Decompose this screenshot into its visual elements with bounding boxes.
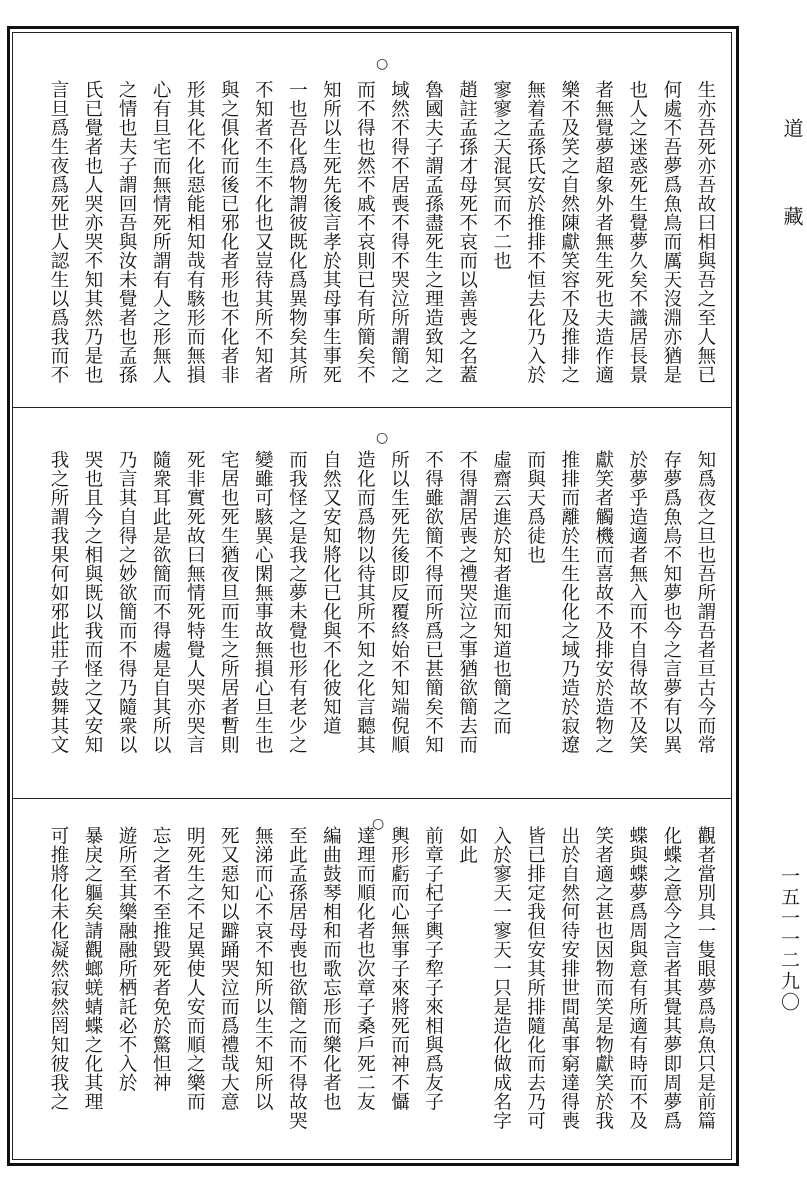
text-column: 而與天爲徒也: [524, 450, 546, 564]
text-column: 隨衆耳此是欲簡而不得處是自其所以: [150, 450, 172, 754]
text-column: 輿形虧而心無事子來將死而神不懾: [388, 826, 410, 1111]
text-column: 自然又安知將化已化與不化彼知道: [320, 450, 342, 735]
text-column: 域然不得不居喪不得不哭泣所謂簡之: [388, 80, 410, 384]
text-column: 前章子杞子輿子犂子來相與爲友子: [422, 826, 444, 1111]
text-column: 何處不吾夢爲魚鳥而厲天沒淵亦猶是: [660, 80, 682, 384]
text-column: 不得謂居喪之禮哭泣之事猶欲簡去而: [456, 450, 478, 754]
text-column: 笑者適之甚也因物而笑是物獻笑於我: [592, 826, 614, 1130]
text-column: 不知者不生不化也又豈待其所不知者: [252, 80, 274, 384]
text-column: 出於自然何待安排世間萬事窮達得喪: [558, 826, 580, 1130]
text-column: 所以生死先後即反覆終始不知端倪順: [388, 450, 410, 754]
text-column: 氏已覺者也人哭亦哭不知其然乃是也: [82, 80, 104, 384]
text-column: 存夢爲魚鳥不知夢也今之言夢有以異: [660, 450, 682, 754]
text-column: 乃言其自得之妙欲簡而不得乃隨衆以: [116, 450, 138, 754]
register-top: [46, 80, 718, 402]
text-column: 一也吾化爲物謂彼既化爲異物矣其所: [286, 80, 308, 384]
text-column: 心有旦宅而無情死所謂有人之形無人: [150, 80, 172, 384]
text-column: 宅居也死生猶夜旦而生之所居者暫則: [218, 450, 240, 754]
register-divider: [12, 407, 732, 408]
text-column: 者無覺夢超象外者無生死也夫造作適: [592, 80, 614, 384]
text-column: 虛齋云進於知者進而知道也簡之而: [490, 450, 512, 735]
text-column: 編曲鼓琴相和而歌忘形而樂化者也: [320, 826, 342, 1111]
text-column: 遊所至其樂融融所栖託必不入於: [116, 826, 138, 1092]
text-column: 無涕而心不哀不知所以生不知所以: [252, 826, 274, 1111]
text-column: 不得雖欲簡不得而所爲已甚簡矣不知: [422, 450, 444, 754]
text-column: 明死生之不足異使人安而順之樂而: [184, 826, 206, 1111]
text-column: 趙註孟孫才母死不哀而以善喪之名蓋: [456, 80, 478, 384]
margin-title-char: 道: [780, 118, 804, 142]
text-column: 魯國夫子謂孟孫盡死生之理造致知之: [422, 80, 444, 384]
text-column: 寥寥之天混冥而不二也: [490, 80, 512, 270]
register-divider: [12, 798, 732, 799]
text-column: 而我怪之是我之夢未覺也形有老少之: [286, 450, 308, 754]
text-column: 忘之者不至推毀死者免於驚怛神: [150, 826, 172, 1092]
section-mark: ○: [372, 816, 385, 832]
register-middle: [46, 450, 718, 790]
text-column: 我之所謂我果何如邪此莊子鼓舞其文: [48, 450, 69, 754]
text-column: 知所以生死先後言孝於其母事生事死: [320, 80, 342, 384]
text-column: 無着孟孫氏安於推排不恒去化乃入於: [524, 80, 546, 384]
page-number: 一五一一二九〇: [778, 866, 800, 1013]
margin-title-char: 藏: [780, 206, 804, 230]
text-column: 皆已排定我但安其所排隨化而去乃可: [524, 826, 546, 1130]
section-mark: ○: [376, 430, 389, 446]
text-column: 之情也夫子謂回吾與汝未覺者也孟孫: [116, 80, 138, 384]
section-mark: ○: [376, 56, 389, 72]
text-column: 於夢乎造適者無入而不自得故不及笑: [626, 450, 648, 754]
text-column: 可推將化未化凝然寂然罔知彼我之: [48, 826, 69, 1111]
text-column: 造化而爲物以待其所不知之化言聽其: [354, 450, 376, 754]
text-column: 蝶與蝶夢爲周與意有所適有時而不及: [626, 826, 648, 1130]
text-column: 暴戾之軀矣請觀螂蜣蜻蝶之化其理: [82, 826, 104, 1111]
register-bottom: [46, 826, 718, 1156]
text-column: 而不得也然不戚不哀則已有所簡矣不: [354, 80, 376, 384]
text-column: 化蝶之意今之言者其覺其夢即周夢爲: [660, 826, 682, 1130]
text-column: 入於寥天一寥天一只是造化做成名字: [490, 826, 512, 1130]
text-column: 言旦爲生夜爲死世人認生以爲我而不: [48, 80, 69, 384]
text-column: 推排而離於生生化化之域乃造於寂遼: [558, 450, 580, 754]
text-column: 知爲夜之旦也吾所謂吾者亘古今而常: [694, 450, 716, 754]
text-column: 樂不及笑之自然陳獻笑容不及推排之: [558, 80, 580, 384]
text-column: 形其化不化惡能相知哉有駭形而無損: [184, 80, 206, 384]
text-column: 達理而順化者也次章子桑戶死二友: [354, 826, 376, 1111]
text-column: 如此: [456, 826, 478, 864]
text-column: 死非實死故曰無情死特覺人哭亦哭言: [184, 450, 206, 754]
text-column: 與之俱化而後已邪化者形也不化者非: [218, 80, 240, 384]
text-column: 獻笑者觸機而喜故不及排安於造物之: [592, 450, 614, 754]
text-column: 死又惡知以躃踊哭泣而爲禮哉大意: [218, 826, 240, 1111]
text-column: 觀者當別具一隻眼夢爲鳥魚只是前篇: [694, 826, 716, 1130]
text-column: 生亦吾死亦吾故曰相與吾之至人無已: [694, 80, 716, 384]
text-column: 至此孟孫居母喪也欲簡之而不得故哭: [286, 826, 308, 1130]
text-column: 也人之迷惑死生覺夢久矣不識居長景: [626, 80, 648, 384]
text-column: 哭也且今之相與既以我而怪之又安知: [82, 450, 104, 754]
text-column: 變雖可駭異心閑無事故無損心旦生也: [252, 450, 274, 754]
